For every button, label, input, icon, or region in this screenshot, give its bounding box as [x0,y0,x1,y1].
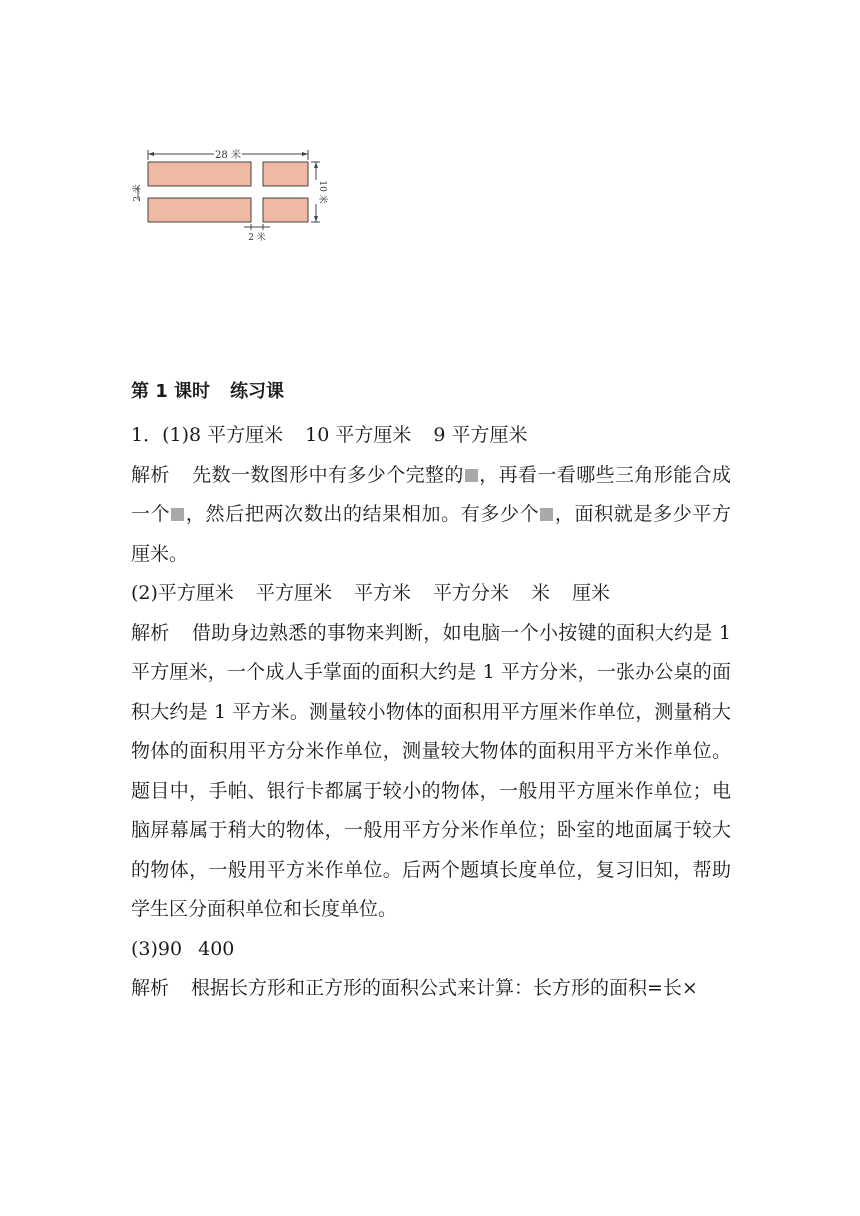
q1-number: 1．(1) [131,424,190,446]
q2-answer-1: 平方厘米 [157,582,234,604]
lesson-number: 第 1 课时 [131,381,211,402]
bottom-dimension-label: 2 米 [248,233,266,243]
top-arrow-left [148,152,154,156]
q3-explanation-text: 根据长方形和正方形的面积公式来计算：长方形的面积=长× [191,977,698,999]
right-arrow-top [314,162,318,168]
q2-answer-line [131,574,731,614]
lesson-title: 练习课 [230,381,285,402]
q2-explanation [131,614,731,930]
q1-explanation-part-b: ，再看一看哪些三角形能合成一个 [131,463,731,525]
q3-explanation [131,969,731,1009]
q3-answer-line [131,930,731,970]
top-dimension-label: 28 米 [215,150,241,161]
q1-answer-3: 9 平方厘米 [433,424,528,446]
plot-top-left [148,162,251,186]
q2-number: (2) [131,582,158,604]
q1-answer-line [131,416,731,456]
q3-answer-1: 90 [157,937,183,960]
q1-explanation [131,456,731,575]
q1-answer-1: 8 平方厘米 [189,424,284,446]
q2-answer-3: 平方米 [353,582,411,604]
q1-answer-2: 10 平方厘米 [305,424,412,446]
q2-answer-2: 平方厘米 [255,582,332,604]
left-dimension-label: 2 米 [133,184,143,202]
q2-answer-5: 米 [530,582,550,604]
top-arrow-right [302,152,308,156]
q1-explanation-part-c: ，然后把两次数出的结果相加。有多少个 [185,503,540,525]
land-diagram-svg [128,146,328,246]
q2-explanation-label: 解析 [131,621,170,644]
land-diagram [128,146,328,246]
square-icon [171,508,184,521]
plot-bottom-left [148,198,251,222]
q3-number: (3) [131,937,158,960]
q3-answer-2: 400 [198,937,235,960]
plot-bottom-right [263,198,308,222]
plot-top-right [263,162,308,186]
q2-answer-4: 平方分米 [432,582,509,604]
square-icon [540,508,553,521]
right-arrow-bottom [314,216,318,222]
q3-explanation-label: 解析 [131,977,170,999]
square-icon [465,469,478,482]
q1-explanation-label: 解析 [131,463,170,486]
q1-explanation-part-a: 先数一数图形中有多少个完整的 [191,463,464,486]
q2-answer-6: 厘米 [572,582,611,604]
answer-content [131,380,731,1009]
q1-explanation-part-d: ，面积就是多少平方厘米。 [131,503,731,565]
right-dimension-label: 10 米 [317,180,327,204]
lesson-heading [131,380,731,404]
q2-explanation-text: 借助身边熟悉的事物来判断，如电脑一个小按键的面积大约是 1 平方厘米，一个成人手掌面的面积大约是 1 平方分米，一张办公桌的面积大约是 1 平方米。测量较小物体的面积用平方厘米作单位，测量稍大物体的面积用平方分米作单位，测量较大物体的面积用平方米作单位。题目中，手帕、银行卡都属于较小的物体，一般用平方厘米作单位；电脑屏幕属于稍大的物体，一般用平方分米作单位；卧室的地面属于较大的物体，一般用平方米作单位。后两个题填长度单位，复习旧知，帮助学生区分面积单位和长度单位。 [131,621,731,920]
